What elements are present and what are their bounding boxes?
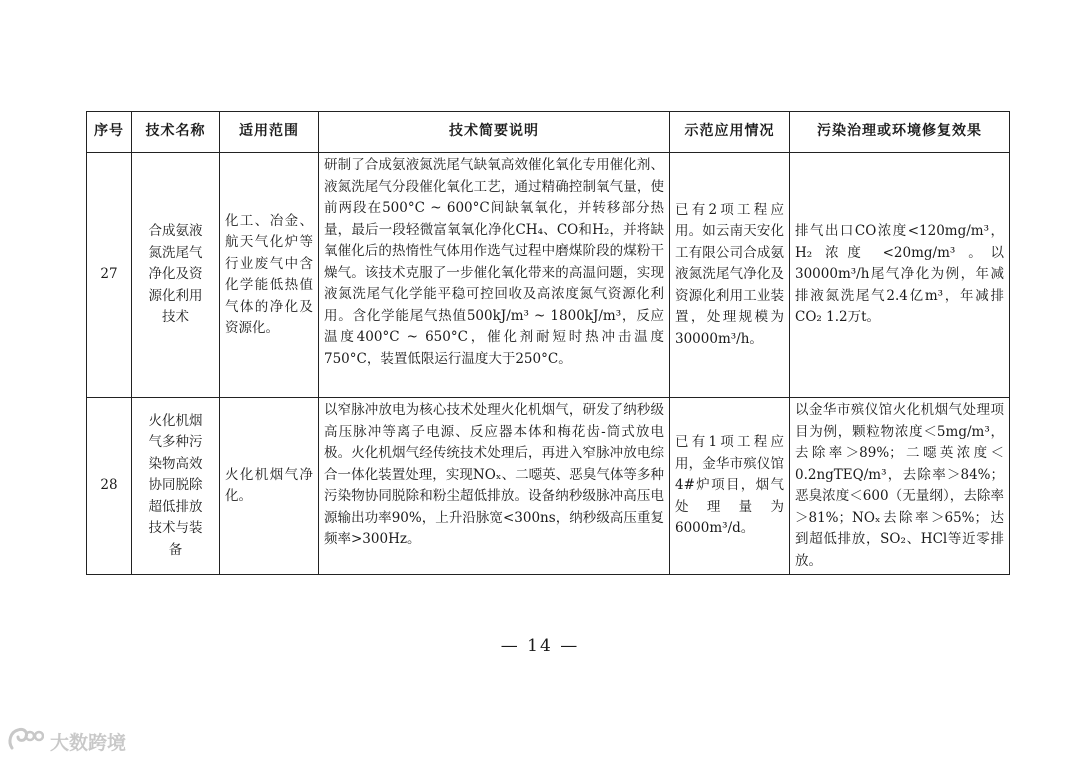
header-application: 示范应用情况 (670, 112, 790, 153)
brand-logo-icon (6, 724, 44, 759)
technology-table-container (86, 111, 1009, 575)
tech-name-cell: 合成氨液氮洗尾气净化及资源化利用技术 (132, 153, 220, 398)
page-number: — 14 — (500, 636, 580, 656)
scope-cell: 火化机烟气净化。 (220, 398, 319, 575)
table-header-row (87, 112, 1010, 153)
description-cell: 研制了合成氨液氮洗尾气缺氧高效催化氧化专用催化剂、液氮洗尾气分段催化氧化工艺，通过精确控制氧气量，使前两段在500°C ~ 600°C间缺氧氧化，并转移部分热量，最后一段轻微富氧氧化净化CH₄、CO和H₂，并将缺氧催化后的热惰性气体用作选气过程中磨煤阶段的煤粉干燥气。该技术克服了一步催化氧化带来的高温问题，实现液氮洗尾气化学能平稳可控回收及高浓度氮气资源化利用。含化学能尾气热值500kJ/m³ ~ 1800kJ/m³，反应温度400°C ~ 650°C，催化剂耐短时热冲击温度750°C，装置低限运行温度大于250°C。 (319, 153, 670, 398)
watermark (6, 724, 126, 759)
watermark-text: 大数跨境 (50, 732, 127, 754)
effect-cell: 以金华市殡仪馆火化机烟气处理项目为例，颗粒物浓度＜5mg/m³，去除率＞89%；二噁英浓度＜0.2ngTEQ/m³，去除率＞84%；恶臭浓度＜600（无量纲），去除率＞81%；NOₓ去除率＞65%；达到超低排放，SO₂、HCl等近零排放。 (790, 398, 1010, 575)
header-effect: 污染治理或环境修复效果 (790, 112, 1010, 153)
header-scope: 适用范围 (220, 112, 319, 153)
effect-cell: 排气出口CO浓度<120mg/m³，H₂ 浓度 <20mg/m³ 。以30000m³/h尾气净化为例，年减排液氮洗尾气2.4亿m³，年减排CO₂ 1.2万t。 (790, 153, 1010, 398)
tech-name-cell: 火化机烟气多种污染物高效协同脱除超低排放技术与装备 (132, 398, 220, 575)
application-cell: 已有1项工程应用，金华市殡仪馆4#炉项目，烟气处理量为6000m³/d。 (670, 398, 790, 575)
row-index: 27 (87, 153, 132, 398)
table-row (87, 153, 1010, 398)
header-tech-name: 技术名称 (132, 112, 220, 153)
technology-table (86, 111, 1010, 575)
row-index: 28 (87, 398, 132, 575)
description-cell: 以窄脉冲放电为核心技术处理火化机烟气，研发了纳秒级高压脉冲等离子电源、反应器本体和梅花齿-筒式放电极。火化机烟气经传统技术处理后，再进入窄脉冲放电综合一体化装置处理，实现NOₓ、二噁英、恶臭气体等多种污染物协同脱除和粉尘超低排放。设备纳秒级脉冲高压电源输出功率90%，上升沿脉宽<300ns，纳秒级高压重复频率>300Hz。 (319, 398, 670, 575)
application-cell: 已有2项工程应用。如云南天安化工有限公司合成氨液氮洗尾气净化及资源化利用工业装置，处理规模为30000m³/h。 (670, 153, 790, 398)
table-row (87, 398, 1010, 575)
header-description: 技术简要说明 (319, 112, 670, 153)
header-index: 序号 (87, 112, 132, 153)
scope-cell: 化工、冶金、航天气化炉等行业废气中含化学能低热值气体的净化及资源化。 (220, 153, 319, 398)
